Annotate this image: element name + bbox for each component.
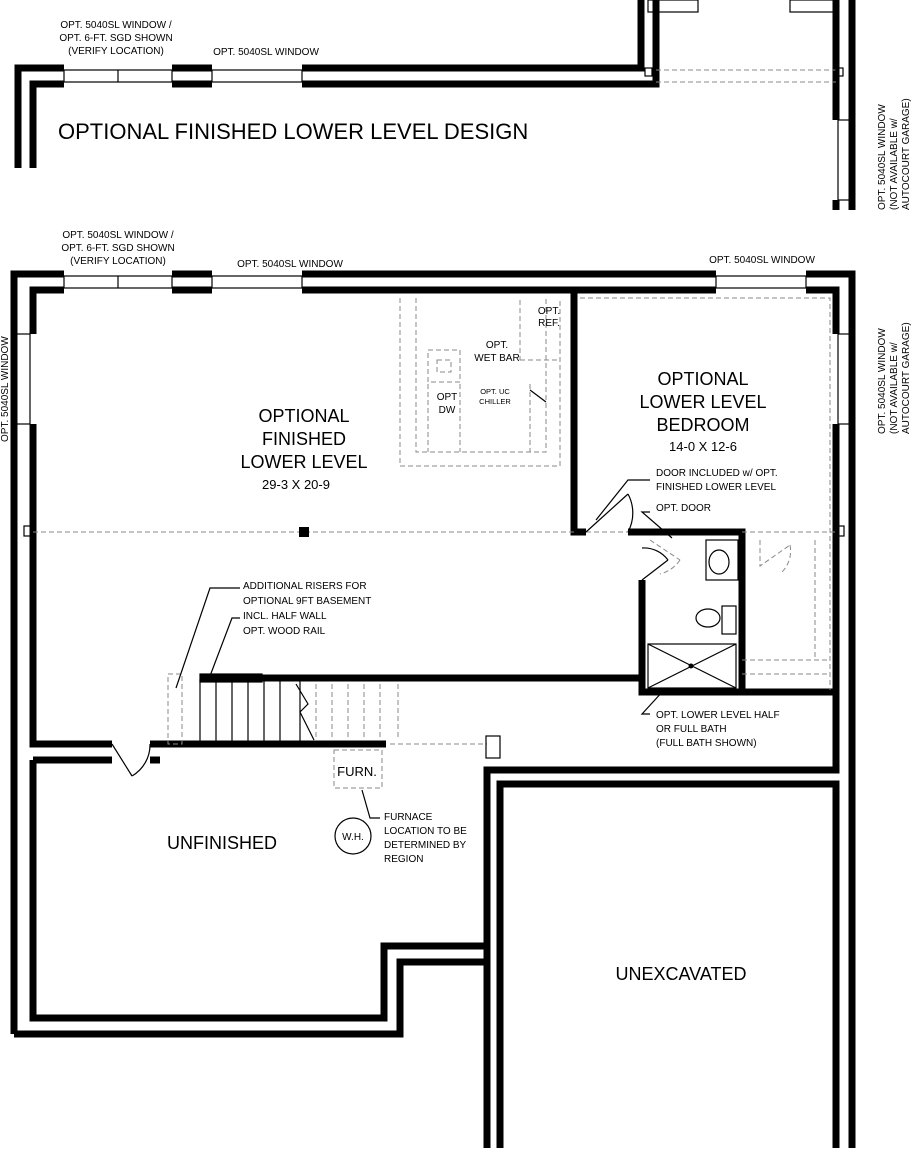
window-sgd-label xyxy=(61,230,174,267)
bedroom-label-line: LOWER LEVEL xyxy=(639,392,767,412)
opt-ref-label xyxy=(538,306,560,329)
bedroom-label-line: OPTIONAL xyxy=(657,369,749,389)
top-window-label: OPT. 5040SL WINDOW xyxy=(213,47,319,58)
window-top-mid-label: OPT. 5040SL WINDOW xyxy=(237,259,343,270)
finished-room-label-line: OPTIONAL xyxy=(258,406,350,426)
wet-bar-label-line: WET BAR xyxy=(474,353,520,364)
furnace-note-line: FURNACE xyxy=(384,812,433,823)
window-sgd-label-line: OPT. 5040SL WINDOW / xyxy=(62,230,174,241)
top-side-window-label-line: AUTOCOURT GARAGE) xyxy=(901,98,912,210)
top-window-sgd-label-line: OPT. 5040SL WINDOW / xyxy=(60,20,172,31)
uc-chiller-label-line: CHILLER xyxy=(479,397,511,406)
furnace-note xyxy=(384,812,467,865)
window-top-right-label: OPT. 5040SL WINDOW xyxy=(709,255,815,266)
opt-door-label: OPT. DOOR xyxy=(656,503,712,514)
risers-note-line: INCL. HALF WALL xyxy=(243,611,327,622)
furnace-label: FURN. xyxy=(337,764,377,779)
opt-dw-label-line: OPT xyxy=(436,392,458,403)
window-right-side-label-line: (NOT AVAILABLE w/ xyxy=(889,342,900,434)
finished-room-label xyxy=(240,406,367,492)
opt-ref-label-line: OPT. xyxy=(537,306,561,317)
top-window-sgd-label-line: OPT. 6-FT. SGD SHOWN xyxy=(59,33,173,44)
bath-note-line: OPT. LOWER LEVEL HALF xyxy=(656,710,780,721)
window-sgd-label-line: OPT. 6-FT. SGD SHOWN xyxy=(61,243,175,254)
top-side-window-label xyxy=(877,98,912,210)
top-window-sgd-label-line: (VERIFY LOCATION) xyxy=(68,46,164,57)
furnace-note-line: REGION xyxy=(384,854,424,865)
top-side-window-label-line: (NOT AVAILABLE w/ xyxy=(889,118,900,210)
bath-note-line: (FULL BATH SHOWN) xyxy=(656,738,757,749)
top-side-window-label-line: OPT. 5040SL WINDOW xyxy=(877,104,888,210)
unfinished-label: UNFINISHED xyxy=(166,833,278,853)
doors xyxy=(112,494,680,776)
bath-fixtures xyxy=(648,540,738,688)
risers-note-line: OPTIONAL 9FT BASEMENT xyxy=(243,596,372,607)
finished-room-dimensions: 29-3 X 20-9 xyxy=(262,477,330,492)
risers-note-line: OPT. WOOD RAIL xyxy=(243,626,326,637)
bath-note xyxy=(656,710,780,749)
bedroom-label-line: BEDROOM xyxy=(656,415,750,435)
risers-note-line: ADDITIONAL RISERS FOR xyxy=(243,581,367,592)
window-right-side-label-line: AUTOCOURT GARAGE) xyxy=(901,322,912,434)
finished-room-label-line: LOWER LEVEL xyxy=(240,452,368,472)
opt-dw-label xyxy=(437,392,458,416)
wet-bar-label-line: OPT. xyxy=(485,340,509,351)
door-included-label-line: DOOR INCLUDED w/ OPT. xyxy=(656,468,778,479)
top-partial-plan xyxy=(18,0,852,210)
window-sgd-label-line: (VERIFY LOCATION) xyxy=(70,256,166,267)
window-right-side-label-line: OPT. 5040SL WINDOW xyxy=(877,328,888,434)
unexcavated-label: UNEXCAVATED xyxy=(615,964,747,984)
opt-ref-label-line: REF. xyxy=(538,318,560,329)
furnace-note-line: LOCATION TO BE xyxy=(384,826,467,837)
opt-dw-label-line: DW xyxy=(438,405,456,416)
furnace-note-line: DETERMINED BY xyxy=(384,840,467,851)
diagram-title: OPTIONAL FINISHED LOWER LEVEL DESIGN xyxy=(58,119,529,144)
bedroom-label xyxy=(639,369,766,454)
water-heater-label: W.H. xyxy=(342,832,364,843)
finished-room-label-line: FINISHED xyxy=(261,429,347,449)
wet-bar-label xyxy=(474,340,519,364)
uc-chiller-label-line: OPT. UC xyxy=(480,387,510,396)
wet-bar-dashed xyxy=(400,298,560,466)
bedroom-dimensions: 14-0 X 12-6 xyxy=(669,439,737,454)
door-included-label xyxy=(656,468,778,493)
window-right-side-label xyxy=(877,322,912,434)
bath-note-line: OR FULL BATH xyxy=(656,724,727,735)
window-left-side-label: OPT. 5040SL WINDOW xyxy=(0,336,11,442)
support-post xyxy=(299,527,309,537)
uc-chiller-label xyxy=(479,387,511,406)
top-window-sgd-label xyxy=(59,20,172,57)
risers-note xyxy=(243,581,371,637)
door-included-label-line: FINISHED LOWER LEVEL xyxy=(656,482,777,493)
